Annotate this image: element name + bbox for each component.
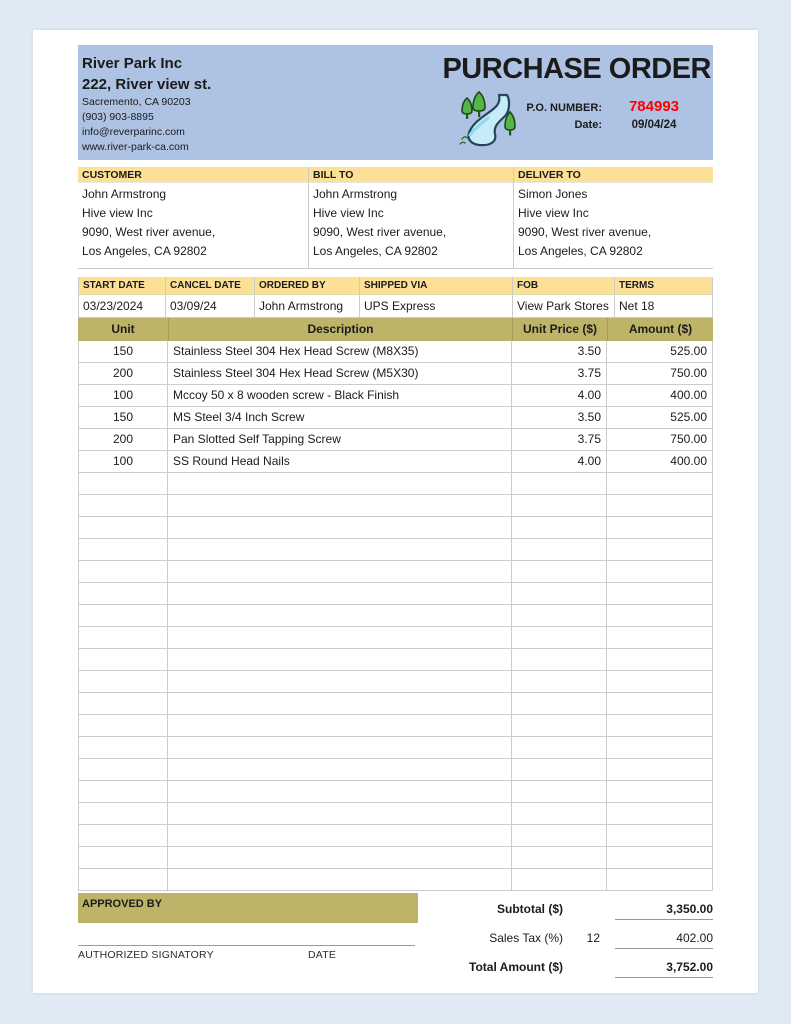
item-amount-cell: 750.00 <box>607 363 713 384</box>
empty-unit-cell <box>78 539 168 560</box>
terms-value: Net 18 <box>615 295 712 318</box>
empty-item-row <box>78 539 713 561</box>
empty-amount-cell <box>607 803 713 824</box>
empty-amount-cell <box>607 495 713 516</box>
cancel-date-label: CANCEL DATE <box>166 277 254 295</box>
company-street: 222, River view st. <box>82 76 212 93</box>
empty-unit-price-cell <box>512 649 607 670</box>
empty-unit-cell <box>78 649 168 670</box>
empty-unit-cell <box>78 473 168 494</box>
item-description-cell: Pan Slotted Self Tapping Screw <box>168 429 512 450</box>
empty-unit-price-cell <box>512 473 607 494</box>
item-amount-cell: 400.00 <box>607 385 713 406</box>
empty-amount-cell <box>607 759 713 780</box>
shipped-via-value: UPS Express <box>360 295 512 318</box>
empty-item-row <box>78 473 713 495</box>
item-unit-cell: 100 <box>78 451 168 472</box>
item-description-cell: MS Steel 3/4 Inch Screw <box>168 407 512 428</box>
fob-value: View Park Stores <box>513 295 614 318</box>
bill-to-column <box>308 167 513 268</box>
empty-amount-cell <box>607 671 713 692</box>
deliver-to-column <box>513 167 713 268</box>
signature-line <box>78 945 415 946</box>
item-amount-cell: 525.00 <box>607 407 713 428</box>
deliver-to-line: Hive view Inc <box>518 206 589 220</box>
empty-item-row <box>78 869 713 891</box>
empty-description-cell <box>168 517 512 538</box>
empty-description-cell <box>168 759 512 780</box>
bill-to-line: John Armstrong <box>313 187 398 201</box>
item-unit-cell: 200 <box>78 429 168 450</box>
empty-amount-cell <box>607 561 713 582</box>
empty-amount-cell <box>607 781 713 802</box>
empty-item-row <box>78 737 713 759</box>
empty-amount-cell <box>607 825 713 846</box>
empty-unit-cell <box>78 803 168 824</box>
item-unit-price-cell: 3.50 <box>512 341 607 362</box>
empty-amount-cell <box>607 473 713 494</box>
empty-description-cell <box>168 583 512 604</box>
item-unit-cell: 150 <box>78 341 168 362</box>
empty-item-row <box>78 803 713 825</box>
deliver-to-line: 9090, West river avenue, <box>518 225 652 239</box>
company-city: Sacremento, CA 90203 <box>82 96 191 108</box>
signature-date-label: DATE <box>308 949 337 961</box>
empty-amount-cell <box>607 605 713 626</box>
empty-description-cell <box>168 847 512 868</box>
unit-price-column-header: Unit Price ($) <box>512 318 607 341</box>
empty-unit-price-cell <box>512 737 607 758</box>
item-unit-price-cell: 3.50 <box>512 407 607 428</box>
empty-item-row <box>78 517 713 539</box>
empty-description-cell <box>168 649 512 670</box>
empty-description-cell <box>168 473 512 494</box>
start-date-label: START DATE <box>79 277 165 295</box>
empty-item-row <box>78 825 713 847</box>
empty-amount-cell <box>607 737 713 758</box>
item-amount-cell: 400.00 <box>607 451 713 472</box>
empty-item-row <box>78 847 713 869</box>
sales-tax-value: 402.00 <box>615 931 713 949</box>
customer-line: 9090, West river avenue, <box>82 225 216 239</box>
empty-unit-price-cell <box>512 715 607 736</box>
empty-unit-price-cell <box>512 825 607 846</box>
empty-item-row <box>78 759 713 781</box>
company-block <box>82 54 211 155</box>
item-unit-price-cell: 4.00 <box>512 385 607 406</box>
deliver-to-line: Los Angeles, CA 92802 <box>518 244 643 258</box>
empty-unit-cell <box>78 605 168 626</box>
description-column-header: Description <box>168 318 512 341</box>
cancel-date-cell <box>166 277 255 318</box>
bill-to-address <box>309 183 513 261</box>
item-description-cell: Stainless Steel 304 Hex Head Screw (M8X35) <box>168 341 512 362</box>
empty-unit-price-cell <box>512 671 607 692</box>
purchase-order-page <box>33 30 758 993</box>
item-row <box>78 407 713 429</box>
empty-unit-price-cell <box>512 693 607 714</box>
item-row <box>78 429 713 451</box>
empty-item-row <box>78 583 713 605</box>
empty-item-row <box>78 627 713 649</box>
empty-unit-price-cell <box>512 583 607 604</box>
empty-unit-cell <box>78 671 168 692</box>
empty-description-cell <box>168 825 512 846</box>
empty-unit-price-cell <box>512 759 607 780</box>
empty-amount-cell <box>607 847 713 868</box>
po-date-row <box>402 119 702 140</box>
po-date-label: Date: <box>574 119 602 131</box>
company-website: www.river-park-ca.com <box>82 141 189 153</box>
empty-unit-cell <box>78 759 168 780</box>
empty-unit-price-cell <box>512 605 607 626</box>
item-amount-cell: 750.00 <box>607 429 713 450</box>
ordered-by-label: ORDERED BY <box>255 277 359 295</box>
total-amount-label: Total Amount ($) <box>469 960 563 974</box>
fob-cell <box>513 277 615 318</box>
empty-amount-cell <box>607 583 713 604</box>
empty-item-row <box>78 671 713 693</box>
start-date-value: 03/23/2024 <box>79 295 165 318</box>
authorized-signatory-label: AUTHORIZED SIGNATORY <box>78 949 214 961</box>
header-band <box>78 45 713 160</box>
item-unit-cell: 150 <box>78 407 168 428</box>
item-row <box>78 341 713 363</box>
empty-description-cell <box>168 693 512 714</box>
empty-description-cell <box>168 715 512 736</box>
item-description-cell: SS Round Head Nails <box>168 451 512 472</box>
empty-unit-price-cell <box>512 539 607 560</box>
cancel-date-value: 03/09/24 <box>166 295 254 318</box>
items-table-body <box>78 341 713 891</box>
item-description-cell: Mccoy 50 x 8 wooden screw - Black Finish <box>168 385 512 406</box>
empty-description-cell <box>168 803 512 824</box>
item-unit-cell: 100 <box>78 385 168 406</box>
empty-amount-cell <box>607 869 713 890</box>
subtotal-value: 3,350.00 <box>615 902 713 920</box>
item-row <box>78 385 713 407</box>
customer-header: CUSTOMER <box>78 167 308 183</box>
fob-label: FOB <box>513 277 614 295</box>
item-amount-cell: 525.00 <box>607 341 713 362</box>
empty-unit-cell <box>78 737 168 758</box>
approved-by-bar: APPROVED BY <box>78 893 418 923</box>
ordered-by-cell <box>255 277 360 318</box>
empty-unit-price-cell <box>512 517 607 538</box>
empty-description-cell <box>168 561 512 582</box>
empty-amount-cell <box>607 693 713 714</box>
amount-column-header: Amount ($) <box>607 318 713 341</box>
empty-description-cell <box>168 869 512 890</box>
item-row <box>78 451 713 473</box>
po-number-label: P.O. NUMBER: <box>526 102 602 114</box>
ordered-by-value: John Armstrong <box>255 295 359 318</box>
order-info-section <box>78 277 713 318</box>
empty-description-cell <box>168 539 512 560</box>
empty-unit-cell <box>78 715 168 736</box>
empty-unit-cell <box>78 583 168 604</box>
item-row <box>78 363 713 385</box>
po-number-row <box>402 98 702 119</box>
empty-description-cell <box>168 605 512 626</box>
empty-unit-cell <box>78 781 168 802</box>
item-description-cell: Stainless Steel 304 Hex Head Screw (M5X30) <box>168 363 512 384</box>
empty-item-row <box>78 495 713 517</box>
empty-amount-cell <box>607 715 713 736</box>
unit-column-header: Unit <box>111 322 135 336</box>
empty-description-cell <box>168 495 512 516</box>
po-date-value: 09/04/24 <box>631 119 677 131</box>
bill-to-line: Hive view Inc <box>313 206 384 220</box>
empty-unit-price-cell <box>512 847 607 868</box>
empty-item-row <box>78 781 713 803</box>
empty-description-cell <box>168 627 512 648</box>
empty-unit-cell <box>78 517 168 538</box>
po-meta-block <box>402 98 702 140</box>
empty-amount-cell <box>607 649 713 670</box>
terms-label: TERMS <box>615 277 712 295</box>
empty-unit-price-cell <box>512 495 607 516</box>
empty-description-cell <box>168 671 512 692</box>
empty-amount-cell <box>607 627 713 648</box>
sales-tax-rate: 12 <box>586 931 600 945</box>
item-unit-price-cell: 4.00 <box>512 451 607 472</box>
empty-unit-price-cell <box>512 627 607 648</box>
company-email: info@reverparinc.com <box>82 126 185 138</box>
empty-description-cell <box>168 737 512 758</box>
total-amount-value: 3,752.00 <box>615 960 713 978</box>
subtotal-label: Subtotal ($) <box>497 902 563 916</box>
empty-unit-cell <box>78 561 168 582</box>
customer-address <box>78 183 308 261</box>
empty-unit-cell <box>78 627 168 648</box>
company-name: River Park Inc <box>82 55 183 72</box>
empty-unit-cell <box>78 495 168 516</box>
bill-to-line: Los Angeles, CA 92802 <box>313 244 438 258</box>
item-unit-price-cell: 3.75 <box>512 429 607 450</box>
empty-amount-cell <box>607 517 713 538</box>
empty-unit-cell <box>78 869 168 890</box>
item-unit-price-cell: 3.75 <box>512 363 607 384</box>
empty-description-cell <box>168 781 512 802</box>
start-date-cell <box>78 277 166 318</box>
empty-item-row <box>78 649 713 671</box>
empty-unit-cell <box>78 847 168 868</box>
document-title: PURCHASE ORDER <box>442 53 711 85</box>
empty-unit-price-cell <box>512 781 607 802</box>
sales-tax-label: Sales Tax (%) <box>489 931 563 945</box>
empty-unit-price-cell <box>512 803 607 824</box>
empty-unit-price-cell <box>512 869 607 890</box>
shipped-via-label: SHIPPED VIA <box>360 277 512 295</box>
empty-item-row <box>78 715 713 737</box>
empty-item-row <box>78 561 713 583</box>
bill-to-line: 9090, West river avenue, <box>313 225 447 239</box>
po-number-value: 784993 <box>628 98 680 115</box>
bill-to-header: BILL TO <box>309 167 513 183</box>
deliver-to-line: Simon Jones <box>518 187 588 201</box>
empty-item-row <box>78 693 713 715</box>
empty-amount-cell <box>607 539 713 560</box>
customer-line: Hive view Inc <box>82 206 153 220</box>
empty-unit-cell <box>78 825 168 846</box>
customer-column <box>78 167 308 268</box>
deliver-to-header: DELIVER TO <box>514 167 713 183</box>
empty-unit-price-cell <box>512 561 607 582</box>
empty-unit-cell <box>78 693 168 714</box>
company-phone: (903) 903-8895 <box>82 111 154 123</box>
terms-cell <box>615 277 713 318</box>
parties-section <box>78 167 713 269</box>
customer-line: John Armstrong <box>82 187 167 201</box>
empty-item-row <box>78 605 713 627</box>
shipped-via-cell <box>360 277 513 318</box>
deliver-to-address <box>514 183 713 261</box>
customer-line: Los Angeles, CA 92802 <box>82 244 207 258</box>
items-table-header <box>78 318 713 341</box>
item-unit-cell: 200 <box>78 363 168 384</box>
